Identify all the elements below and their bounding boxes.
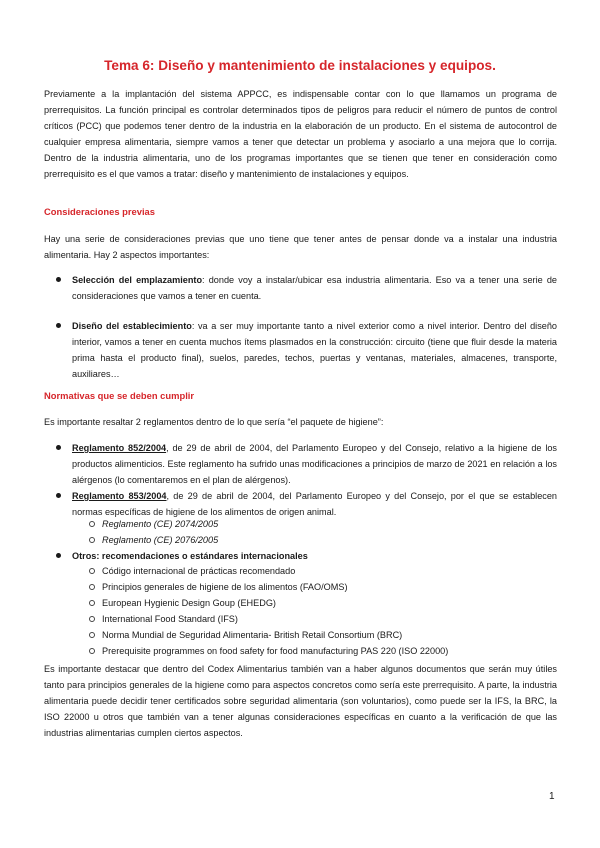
bullet-text: : donde voy a instalar/ubicar esa industria alimentaria. Eso va a tener una serie de consideraciones que vamos a tener en cuenta. — [72, 275, 557, 301]
circle-bullet-icon — [89, 584, 95, 590]
sub-item-text: Código internacional de prácticas recomendado — [102, 566, 296, 576]
sub-item-fao-oms — [89, 579, 347, 595]
bullet-text: : va a ser muy importante tanto a nivel exterior como a nivel interior. Dentro del diseño interior, vamos a tener en cuenta muchos ítems plasmados en la construcción: circuito (tiene que fluir desde la materia prima hasta el producto final), suelos, paredes, techos, puertas y ventanas, materiales, almacenes, transporte, auxiliares… — [72, 321, 557, 379]
sub-item-text: Reglamento (CE) 2074/2005 — [102, 519, 219, 529]
closing-paragraph: Es importante destacar que dentro del Codex Alimentarius también van a haber algunos documentos que serán muy útiles tanto para principios generales de la higiene como para aspectos concretos como sería este prerrequisito. A parte, la industria alimentaria puede decidir tener certificados sobre seguridad alimentaria (son voluntarios), como puede ser la IFS, la BRC, la ISO 22000 u otros que también van a tener algunas consideraciones específicas en cuanto a la verificación de que las industrias alimentarias cumplen ciertos aspectos. — [44, 664, 557, 738]
circle-bullet-icon — [89, 648, 95, 654]
reglamento-852-link[interactable]: Reglamento 852/2004 — [72, 443, 167, 453]
circle-bullet-icon — [89, 537, 95, 543]
sub-item-text: Reglamento (CE) 2076/2005 — [102, 535, 219, 545]
bullet-otros — [56, 548, 557, 564]
normativas-intro: Es importante resaltar 2 reglamentos dentro de lo que sería “el paquete de higiene”: — [44, 417, 384, 427]
circle-bullet-icon — [89, 632, 95, 638]
circle-bullet-icon — [89, 521, 95, 527]
circle-bullet-icon — [89, 568, 95, 574]
reglamento-853-link[interactable]: Reglamento 853/2004 — [72, 491, 167, 501]
bullet-label: Selección del emplazamiento — [72, 275, 203, 285]
page-title: Tema 6: Diseño y mantenimiento de instalaciones y equipos. — [104, 58, 496, 73]
sub-item-brc — [89, 627, 402, 643]
consideraciones-intro: Hay una serie de consideraciones previas que uno tiene que tener antes de pensar donde va a instalar una industria alimentaria. Hay 2 aspectos importantes: — [44, 234, 557, 260]
bullet-label: Otros: recomendaciones o estándares internacionales — [72, 551, 308, 561]
bullet-text: , de 29 de abril de 2004, del Parlamento Europeo y del Consejo, relativo a la higiene de los productos alimenticios. Este reglamento ha sufrido unas modificaciones a principios de marzo de 2021 en relación a los alérgenos (lo comentaremos en el plan de alérgenos). — [72, 443, 557, 485]
bullet-text: , de 29 de abril de 2004, del Parlamento Europeo y del Consejo, por el que se establecen normas específicas de higiene de los alimentos de origen animal. — [72, 491, 557, 517]
sub-item-text: International Food Standard (IFS) — [102, 614, 238, 624]
page-number: 1 — [549, 791, 555, 802]
circle-bullet-icon — [89, 616, 95, 622]
bullet-icon — [56, 323, 61, 328]
sub-item-reglamento-2076 — [89, 532, 218, 548]
sub-item-codigo — [89, 563, 295, 579]
sub-item-reglamento-2074 — [89, 516, 218, 532]
bullet-reglamento-852 — [56, 440, 557, 488]
circle-bullet-icon — [89, 600, 95, 606]
sub-item-ifs — [89, 611, 238, 627]
sub-item-pas220 — [89, 643, 448, 659]
bullet-icon — [56, 277, 61, 282]
intro-paragraph: Previamente a la implantación del sistema APPCC, es indispensable contar con lo que llamamos un programa de prerrequisitos. La función principal es controlar determinados tipos de peligros para reducir el número de puntos de control críticos (PCC) que podemos tener dentro de la industria en la elaboración de un producto. En el sistema de autocontrol de cualquier empresa alimentaria, siempre vamos a tener que detectar un problema y asociarlo a una mejora que lo corrija. Dentro de la industria alimentaria, uno de los programas importantes que se tienen que tener en consideración como prerrequisito es el que vamos a tratar: diseño y mantenimiento de instalaciones y equipos. — [44, 89, 557, 179]
bullet-icon — [56, 445, 61, 450]
bullet-diseno — [56, 318, 557, 382]
sub-item-text: Principios generales de higiene de los alimentos (FAO/OMS) — [102, 582, 348, 592]
bullet-icon — [56, 493, 61, 498]
sub-item-ehedg — [89, 595, 276, 611]
section-heading-consideraciones: Consideraciones previas — [44, 206, 155, 217]
sub-item-text: Prerequisite programmes on food safety for food manufacturing PAS 220 (ISO 22000) — [102, 646, 449, 656]
bullet-emplazamiento — [56, 272, 557, 304]
sub-item-text: Norma Mundial de Seguridad Alimentaria- British Retail Consortium (BRC) — [102, 630, 403, 640]
bullet-icon — [56, 553, 61, 558]
section-heading-normativas: Normativas que se deben cumplir — [44, 390, 195, 401]
bullet-label: Diseño del establecimiento — [72, 321, 192, 331]
sub-item-text: European Hygienic Design Goup (EHEDG) — [102, 598, 276, 608]
